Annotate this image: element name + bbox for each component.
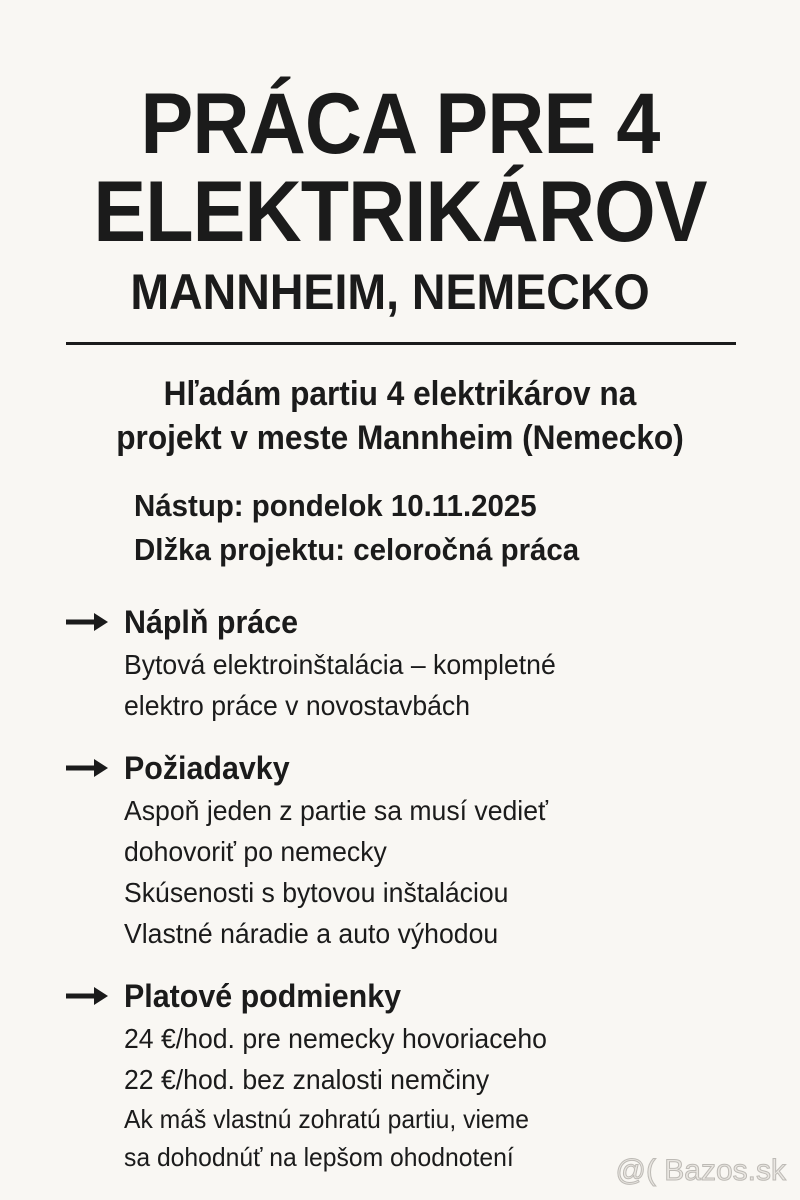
title-line-2: ELEKTRIKÁROV bbox=[93, 164, 707, 260]
section-line: elektro práce v novostavbách bbox=[124, 690, 471, 721]
arrow-right-icon bbox=[64, 756, 110, 780]
section-line: sa dohodnúť na lepšom ohodnotení bbox=[124, 1142, 514, 1172]
section-title: Náplň práce bbox=[124, 604, 299, 640]
section-line: 24 €/hod. pre nemecky hovoriaceho bbox=[124, 1023, 547, 1054]
project-duration: Dlžka projektu: celoročná práca bbox=[134, 532, 580, 567]
section-line: Ak máš vlastnú zohratú partiu, vieme bbox=[124, 1104, 529, 1134]
section-salary bbox=[64, 974, 569, 1176]
section-line: 22 €/hod. bez znalosti nemčiny bbox=[124, 1064, 490, 1095]
section-line: Skúsenosti s bytovou inštaláciou bbox=[124, 877, 509, 908]
section-title: Platové podmienky bbox=[124, 978, 402, 1014]
section-job-description bbox=[64, 600, 578, 726]
intro-text bbox=[28, 372, 772, 460]
intro-line-2: projekt v meste Mannheim (Nemecko) bbox=[116, 419, 684, 457]
divider bbox=[66, 342, 736, 345]
project-meta bbox=[134, 484, 579, 572]
intro-line-1: Hľadám partiu 4 elektrikárov na bbox=[163, 375, 637, 413]
arrow-right-icon bbox=[64, 610, 110, 634]
section-line: dohovoriť po nemecky bbox=[124, 836, 387, 867]
bazos-watermark: @( Bazos.sk bbox=[615, 1154, 786, 1187]
section-line: Vlastné náradie a auto výhodou bbox=[124, 918, 499, 949]
section-line: Aspoň jeden z partie sa musí vedieť bbox=[124, 795, 548, 826]
start-date: Nástup: pondelok 10.11.2025 bbox=[134, 488, 537, 523]
section-line: Bytová elektroinštalácia – kompletné bbox=[124, 649, 556, 680]
location-heading: MANNHEIM, NEMECKO bbox=[130, 264, 650, 320]
title-line-1: PRÁCA PRE 4 bbox=[140, 76, 660, 172]
section-requirements bbox=[64, 746, 570, 954]
arrow-right-icon bbox=[64, 984, 110, 1008]
section-title: Požiadavky bbox=[124, 750, 290, 786]
